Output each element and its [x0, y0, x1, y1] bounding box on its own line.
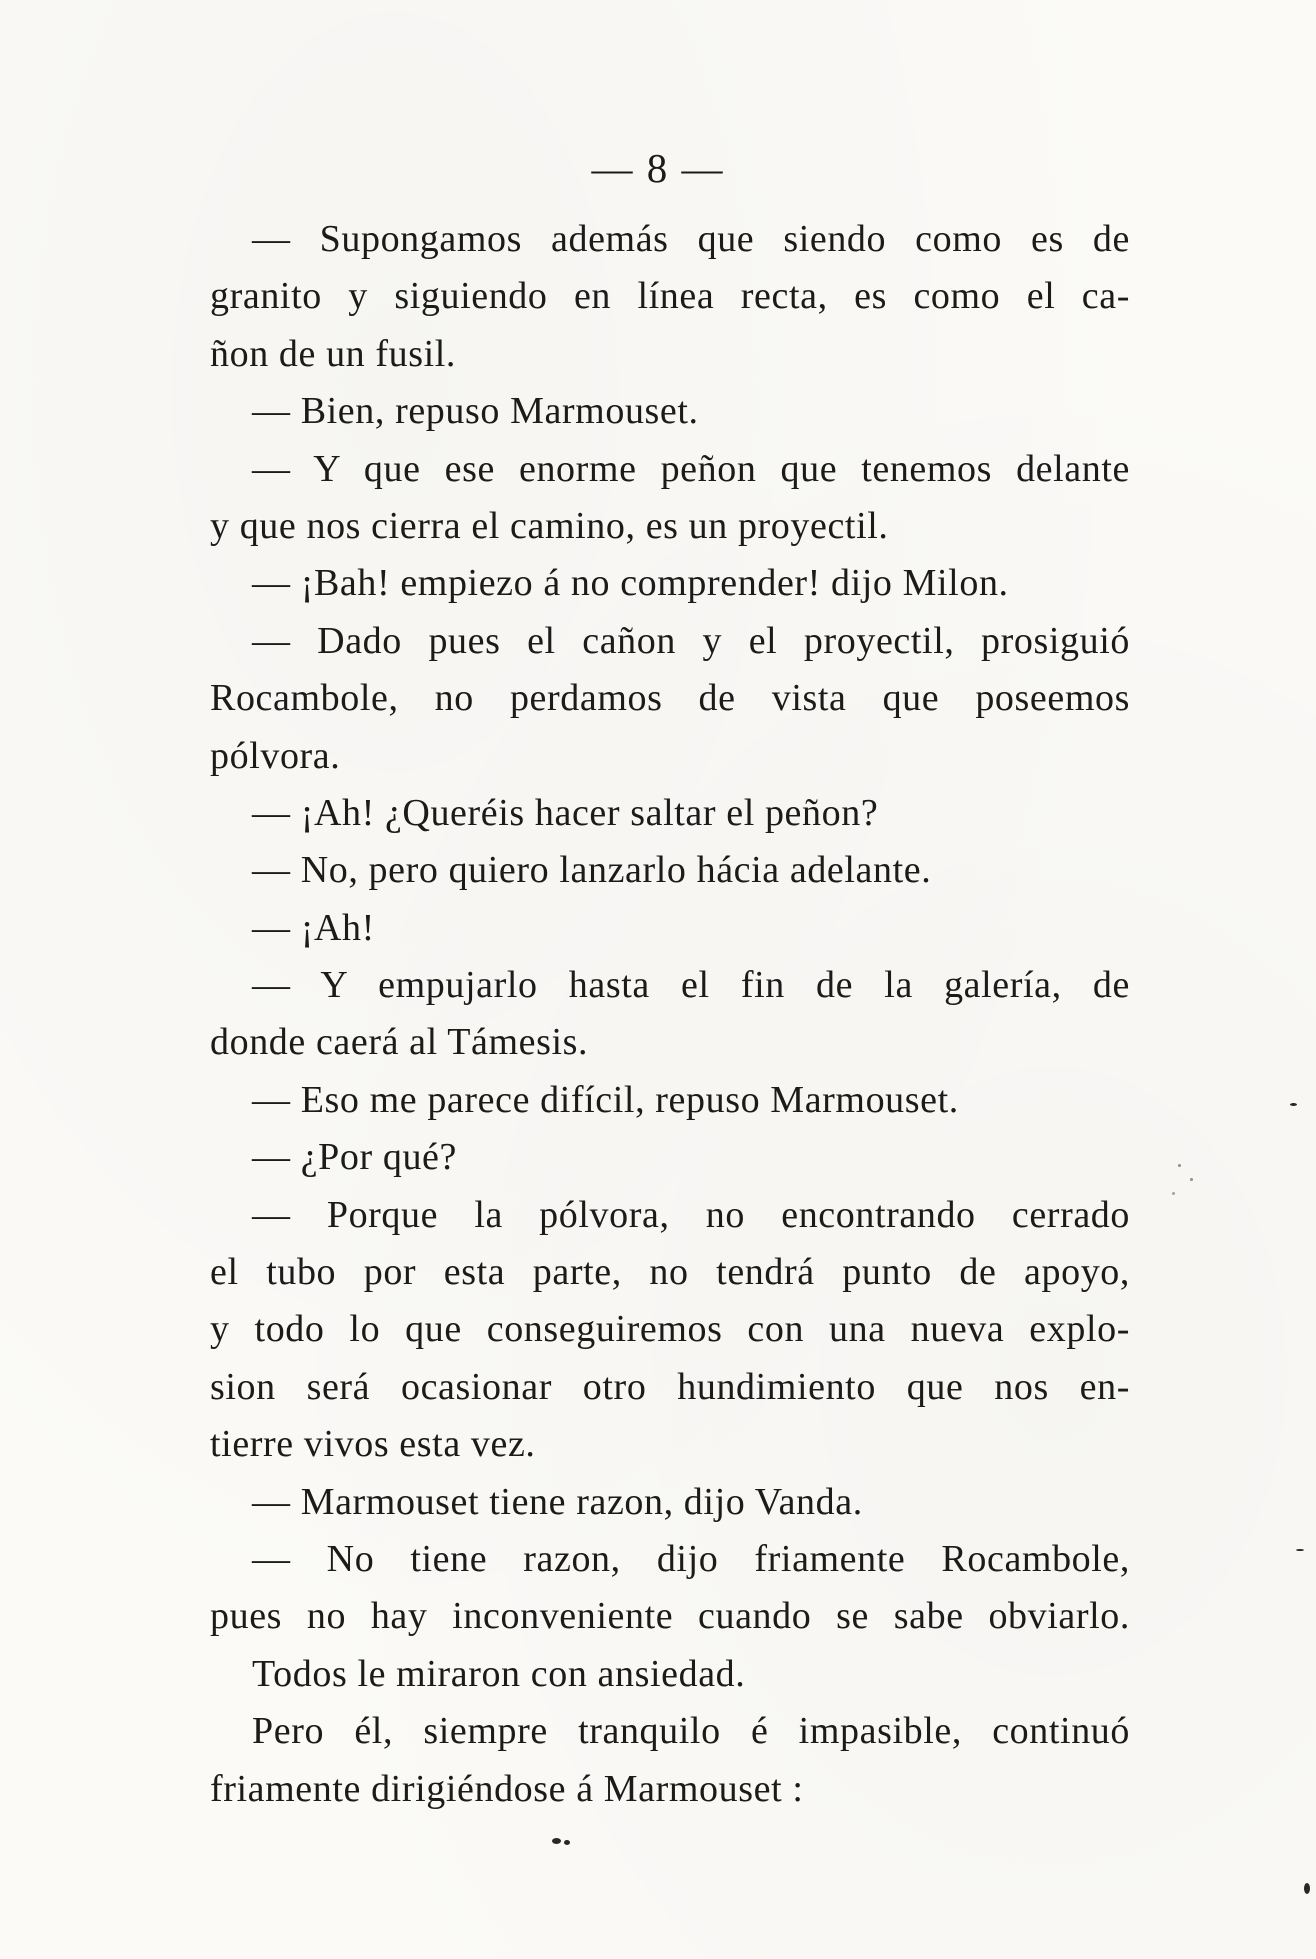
ink-speck — [1304, 1883, 1310, 1894]
text-line: y todo lo que conseguiremos con una nueva explo- — [210, 1308, 1130, 1351]
text-line: Pero él, siempre tranquilo é impasible, continuó — [252, 1710, 1130, 1753]
text-line: Todos le miraron con ansiedad. — [252, 1652, 746, 1695]
ink-speck — [1172, 1192, 1175, 1195]
text-line: — ¿Por qué? — [252, 1136, 457, 1179]
text-line: — ¡Ah! ¿Queréis hacer saltar el peñon? — [252, 791, 879, 834]
ink-speck — [564, 1840, 570, 1845]
text-line: — Bien, repuso Marmouset. — [252, 390, 699, 433]
text-line: — Supongamos además que siendo como es de — [252, 218, 1130, 260]
text-line: sion será ocasionar otro hundimiento que nos en- — [210, 1365, 1130, 1408]
body-text — [210, 211, 1130, 1818]
text-line: — Porque la pólvora, no encontrando cerrado — [252, 1193, 1130, 1236]
text-line: tierre vivos esta vez. — [210, 1423, 536, 1466]
ink-speck — [1178, 1164, 1181, 1167]
text-line: — ¡Ah! — [252, 906, 375, 949]
text-line: — No, pero quiero lanzarlo hácia adelante. — [252, 849, 932, 892]
text-line: el tubo por esta parte, no tendrá punto de apoyo, — [210, 1251, 1130, 1294]
text-line: friamente dirigiéndose á Marmouset : — [210, 1767, 804, 1810]
ink-speck — [1190, 1178, 1193, 1181]
text-line: ñon de un fusil. — [210, 332, 457, 375]
ink-speck — [552, 1838, 561, 1844]
page-number: — 8 — — [591, 145, 725, 191]
text-line: pues no hay inconveniente cuando se sabe obviarlo. — [210, 1595, 1130, 1638]
text-line: — Marmouset tiene razon, dijo Vanda. — [252, 1480, 863, 1523]
text-line: — No tiene razon, dijo friamente Rocambole, — [252, 1537, 1130, 1580]
text-line: — ¡Bah! empiezo á no comprender! dijo Milon. — [252, 562, 1009, 605]
text-line: — Y que ese enorme peñon que tenemos delante — [252, 447, 1130, 490]
text-line: donde caerá al Támesis. — [210, 1021, 589, 1064]
text-line: — Y empujarlo hasta el fin de la galería, de — [252, 964, 1130, 1007]
ink-speck — [1290, 1103, 1297, 1106]
ink-speck — [1296, 1549, 1304, 1551]
text-line: — Dado pues el cañon y el proyectil, prosiguió — [252, 619, 1130, 662]
text-line: pólvora. — [210, 734, 341, 777]
text-line: Rocambole, no perdamos de vista que poseemos — [210, 677, 1130, 720]
text-line: y que nos cierra el camino, es un proyectil. — [210, 504, 889, 547]
text-line: granito y siguiendo en línea recta, es como el ca- — [210, 275, 1130, 318]
text-line: — Eso me parece difícil, repuso Marmouset. — [252, 1078, 959, 1121]
